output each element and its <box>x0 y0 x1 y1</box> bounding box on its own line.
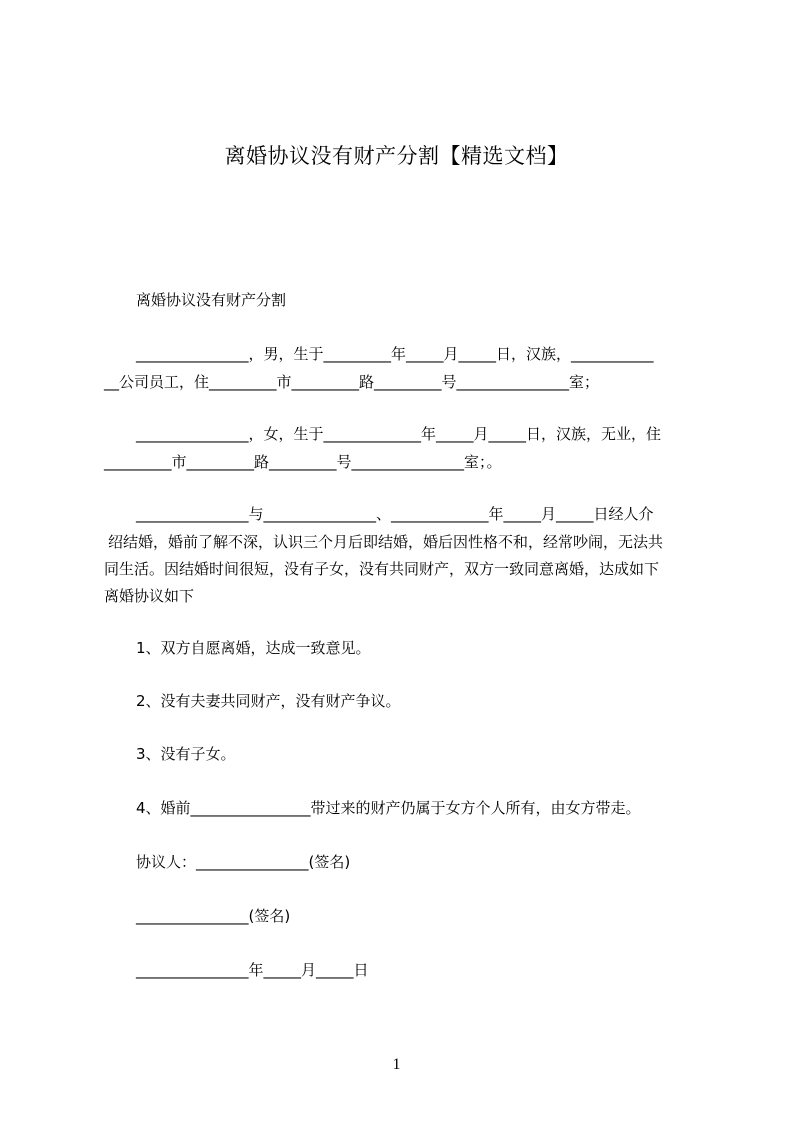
party2-line1: _______________，女，生于_____________年_____月_____日，汉族，无业，住 <box>136 425 662 443</box>
document-subtitle: 离婚协议没有财产分割 <box>136 291 287 309</box>
intro-line4: 离婚协议如下 <box>104 587 195 605</box>
signer2-line: _______________(签名) <box>136 907 291 925</box>
party1-line1: _______________，男，生于_________年_____月_____日，汉族，___________ <box>136 345 654 363</box>
intro-line2: 绍结婚，婚前了解不深，认识三个月后即结婚，婚后因性格不和，经常吵闹，无法共 <box>108 533 664 551</box>
document-title: 离婚协议没有财产分割【精选文档】 <box>224 144 569 168</box>
intro-line3: 同生活。因结婚时间很短，没有子女，没有共同财产，双方一致同意离婚，达成如下 <box>104 560 660 578</box>
date-line: _______________年_____月_____日 <box>136 961 369 979</box>
agreement-item-1: 1、双方自愿离婚，达成一致意见。 <box>136 639 371 657</box>
agreement-item-4: 4、婚前________________带过来的财产仍属于女方个人所有，由女方带走。 <box>136 799 641 817</box>
signer1-line: 协议人：_______________(签名) <box>136 853 351 871</box>
party1-line2: __公司员工，住_________市_________路_________号_______________室； <box>104 373 600 391</box>
intro-line1: _______________与_______________、_____________年_____月_____日经人介 <box>136 505 654 523</box>
page-number: 1 <box>392 1056 401 1073</box>
agreement-item-2: 2、没有夫妻共同财产，没有财产争议。 <box>136 692 401 710</box>
agreement-item-3: 3、没有子女。 <box>136 745 236 763</box>
party2-line2: _________市_________路_________号_______________室；。 <box>104 453 502 471</box>
